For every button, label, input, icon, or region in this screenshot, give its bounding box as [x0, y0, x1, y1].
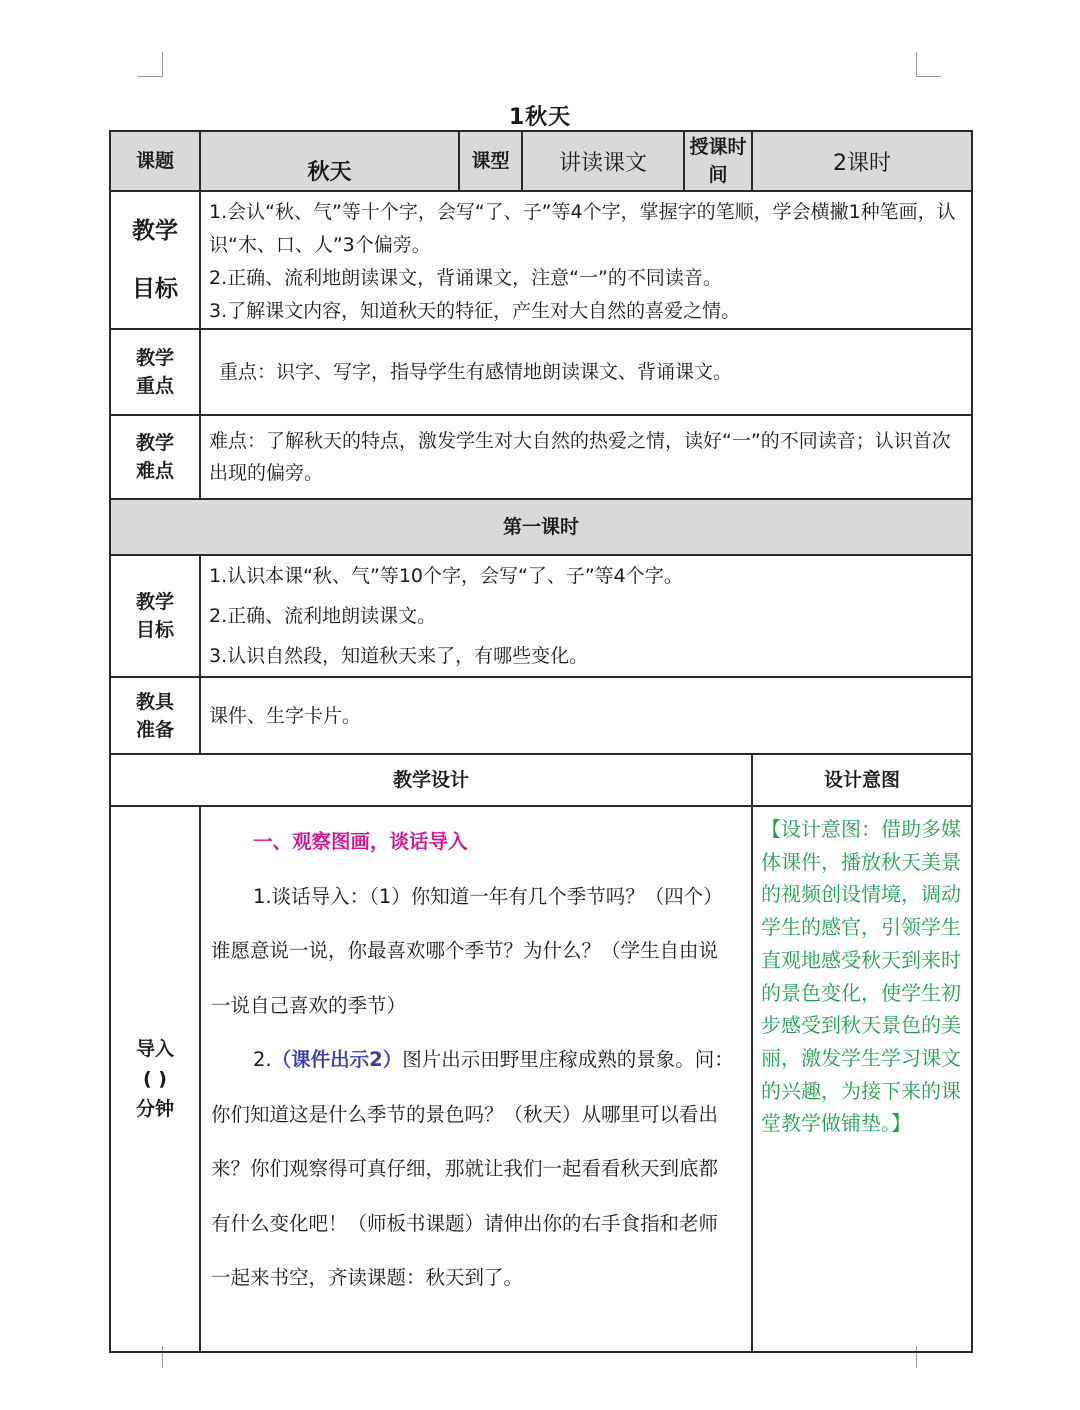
- design-intent-text: 【设计意图：借助多媒体课件，播放秋天美景的视频创设情境，调动学生的感官，引领学生直观地感受秋天到来时的景色变化，使学生初步感受到秋天景色的美丽，激发学生学习课文的兴趣，为接下来的课堂教学做铺垫。】: [752, 806, 972, 1352]
- lesson1-goals-label: 教学 目标: [110, 555, 200, 677]
- lesson1-heading: 第一课时: [110, 499, 972, 555]
- intent-header: 设计意图: [752, 754, 972, 806]
- goals-row: [110, 191, 972, 329]
- crop-mark-top-left-v: [162, 52, 163, 76]
- lesson-plan-table: [109, 130, 973, 1353]
- courseware-highlight: （课件出示2）: [271, 1048, 403, 1071]
- lesson1-goal-2: 2.正确、流利地朗读课文。: [209, 605, 437, 627]
- design-content: [200, 806, 752, 1352]
- stage-label: 导入 ( ) 分钟: [110, 806, 200, 1352]
- crop-mark-top-left-h: [138, 76, 163, 77]
- tools-text: 课件、生字卡片。: [200, 677, 972, 754]
- time-label: 授课时间: [684, 131, 752, 191]
- design-content-row: [110, 806, 972, 1352]
- tools-row: [110, 677, 972, 754]
- key-points-row: [110, 329, 972, 415]
- topic-value: 秋天: [200, 131, 459, 191]
- lesson1-heading-row: [110, 499, 972, 555]
- topic-label: 课题: [110, 131, 200, 191]
- document-title: 1秋天: [508, 105, 572, 130]
- crop-mark-top-right-h: [916, 76, 941, 77]
- difficulties-row: [110, 415, 972, 499]
- difficulties-label: 教学 难点: [110, 415, 200, 499]
- design-paragraph-1: 1.谈话导入：（1）你知道一年有几个季节吗？（四个）谁愿意说一说，你最喜欢哪个季节？为什么？（学生自由说一说自己喜欢的季节）: [211, 884, 723, 1017]
- crop-mark-top-right-v: [916, 52, 917, 76]
- goal-item-3: 3.了解课文内容，知道秋天的特征，产生对大自然的喜爱之情。: [209, 300, 741, 322]
- design-header: 教学设计: [110, 754, 752, 806]
- goal-item-1: 1.会认“秋、气”等十个字，会写“了、子”等4个字，掌握字的笔顺，学会横撇1种笔画，认识“木、口、人”3个偏旁。: [209, 201, 956, 256]
- step-title: 一、观察图画，谈话导入: [253, 830, 468, 853]
- key-points-text: 重点：识字、写字，指导学生有感情地朗读课文、背诵课文。: [200, 329, 972, 415]
- type-label: 课型: [459, 131, 522, 191]
- lesson1-goal-3: 3.认识自然段，知道秋天来了，有哪些变化。: [209, 645, 589, 667]
- lesson1-goals-content: [200, 555, 972, 677]
- type-value: 讲读课文: [522, 131, 684, 191]
- goal-item-2: 2.正确、流利地朗读课文，背诵课文，注意“一”的不同读音。: [209, 267, 722, 289]
- difficulties-text: 难点：了解秋天的特点，激发学生对大自然的热爱之情，读好“一”的不同读音；认识首次出现的偏旁。: [200, 415, 972, 499]
- goals-content: [200, 191, 972, 329]
- lesson1-goal-1: 1.认识本课“秋、气”等10个字，会写“了、子”等4个字。: [209, 565, 683, 587]
- key-points-label: 教学 重点: [110, 329, 200, 415]
- design-paragraph-2: 2.（课件出示2）图片出示田野里庄稼成熟的景象。问：你们知道这是什么季节的景色吗？（秋天）从哪里可以看出来？你们观察得可真仔细，那就让我们一起看看秋天到底都有什么变化吧！（师板书课题）请伸出你的右手食指和老师一起来书空，齐读课题：秋天到了。: [211, 1048, 734, 1289]
- lesson1-goals-row: [110, 555, 972, 677]
- design-header-row: [110, 754, 972, 806]
- goals-label: 教学 目标: [110, 191, 200, 329]
- time-value: 2课时: [752, 131, 972, 191]
- tools-label: 教具 准备: [110, 677, 200, 754]
- header-row: [110, 131, 972, 191]
